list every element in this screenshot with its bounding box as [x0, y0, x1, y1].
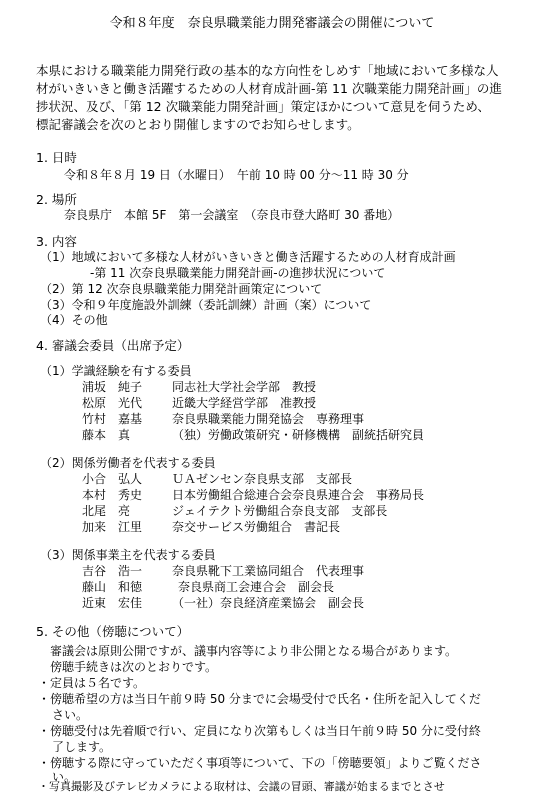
agenda-item: （3）令和９年度施設外訓練（委託訓練）計画（案）について — [40, 298, 372, 312]
member-org: 奈良県靴下工業協同組合 代表理事 — [172, 564, 365, 578]
member-name: 北尾 亮 — [82, 504, 131, 518]
agenda-item: （4）その他 — [40, 313, 108, 327]
note-line: 傍聴手続きは次のとおりです。 — [50, 660, 218, 674]
member-name: 松原 光代 — [82, 396, 143, 410]
member-name: 吉谷 浩一 — [82, 564, 143, 578]
section-4-heading: 4. 審議会委員（出席予定） — [36, 338, 190, 353]
note-bullet: ・傍聴する際に守っていただく事項等について、下の「傍聴要領」よりご覧くださ — [38, 756, 482, 770]
note-bullet: ・定員は５名です。 — [38, 676, 146, 690]
page-title: 令和８年度 奈良県職業能力開発審議会の開催について — [109, 16, 435, 31]
note-bullet-continued: い。 — [52, 770, 77, 784]
intro-paragraph — [36, 62, 514, 134]
member-org: 奈交サービス労働組合 書記長 — [172, 520, 341, 534]
member-org: 奈良県商工会連合会 副会長 — [178, 580, 335, 594]
intro-line: 本県における職業能力開発行政の基本的な方向性をしめす「地域において多様な人 — [36, 63, 499, 78]
agenda-item: （1）地域において多様な人材がいきいきと働き活躍するための人材育成計画 — [40, 250, 456, 264]
agenda-item: （2）第 12 次奈良県職業能力開発計画策定について — [40, 282, 323, 296]
member-org: 同志社大学社会学部 教授 — [172, 380, 317, 394]
member-group-title: （1）学識経験を有する委員 — [40, 364, 192, 378]
member-name: 本村 秀史 — [82, 488, 143, 502]
note-bullet-continued: 了します。 — [52, 740, 112, 754]
member-org: 近畿大学経営学部 准教授 — [172, 396, 317, 410]
member-org: ジェイテクト労働組合奈良支部 支部長 — [172, 504, 388, 518]
member-name: 藤本 真 — [82, 428, 131, 442]
member-name: 竹村 嘉基 — [82, 412, 143, 426]
section-3-heading: 3. 内容 — [36, 234, 77, 249]
section-2-heading: 2. 場所 — [36, 192, 77, 207]
note-line: 審議会は原則公開ですが、議事内容等により非公開となる場合があります。 — [50, 644, 458, 658]
member-org: 日本労働組合総連合会奈良県連合会 事務局長 — [172, 488, 425, 502]
member-name: 浦坂 純子 — [82, 380, 143, 394]
agenda-item-continued: -第 11 次奈良県職業能力開発計画-の進捗状況について — [90, 266, 386, 280]
intro-line: 捗状況、及び、「第 12 次職業能力開発計画」策定ほかについて意見を伺うため、 — [36, 99, 490, 114]
note-bullet: ・傍聴希望の方は当日午前９時 50 分までに会場受付で氏名・住所を記入してくだ — [38, 692, 481, 706]
member-group-title: （2）関係労働者を代表する委員 — [40, 456, 216, 470]
intro-line: 材がいきいきと働き活躍するための人材育成計画-第 11 次職業能力開発計画」の進 — [36, 81, 502, 96]
datetime-text: 令和８年８月 19 日（水曜日） 午前 10 時 00 分～11 時 30 分 — [64, 168, 409, 182]
section-1-heading: 1. 日時 — [36, 150, 77, 165]
member-org: ＵＡゼンセン奈良県支部 支部長 — [172, 472, 353, 486]
note-bullet-continued: さい。 — [52, 708, 89, 722]
member-name: 小合 弘人 — [82, 472, 143, 486]
member-org: （独）労働政策研究・研修機構 副統括研究員 — [172, 428, 425, 442]
intro-line: 標記審議会を次のとおり開催しますのでお知らせします。 — [36, 117, 360, 132]
member-org: 奈良県職業能力開発協会 専務理事 — [172, 412, 365, 426]
section-5-heading: 5. その他（傍聴について） — [36, 624, 190, 639]
note-bullet: ・写真撮影及びテレビカメラによる取材は、会議の冒頭、審議が始まるまでとさせ — [38, 780, 445, 793]
member-group-title: （3）関係事業主を代表する委員 — [40, 548, 216, 562]
note-bullet: ・傍聴受付は先着順で行い、定員になり次第もしくは当日午前９時 50 分に受付終 — [38, 724, 481, 738]
member-org: （一社）奈良経済産業協会 副会長 — [172, 596, 365, 610]
member-name: 藤山 和徳 — [82, 580, 143, 594]
venue-text: 奈良県庁 本館 5F 第一会議室 （奈良市登大路町 30 番地） — [64, 208, 400, 222]
member-name: 近東 宏佳 — [82, 596, 143, 610]
member-name: 加来 江里 — [82, 520, 143, 534]
